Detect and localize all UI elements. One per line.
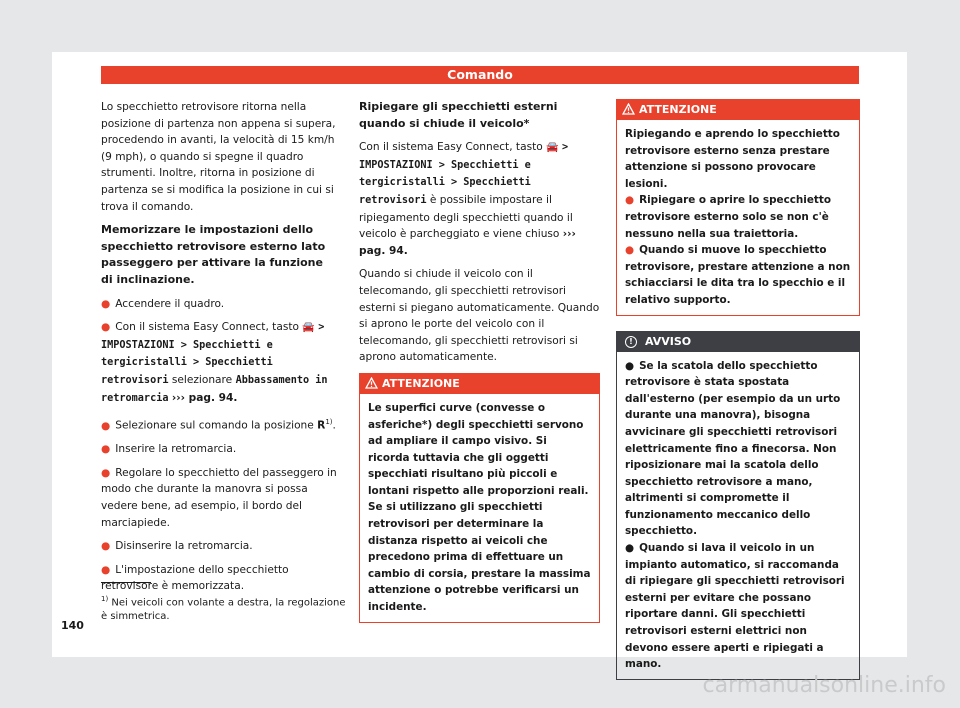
warning-bullet: ● Quando si muove lo specchietto retrovisore, prestare attenzione a non schiacciarsi le dita tra lo specchio e il relativo supporto.	[625, 244, 851, 306]
page-number: 140	[61, 619, 84, 632]
note-box	[616, 331, 860, 680]
column-left	[101, 99, 338, 602]
warning-box	[616, 99, 860, 316]
memorize-heading: Memorizzare le impostazioni dello specchietto retrovisore esterno lato passeggero per attivare la funzione di inclinazione.	[101, 223, 326, 286]
fold-paragraph: Con il sistema Easy Connect, tasto 🚘 > IMPOSTAZIONI > Specchietti e tergicristalli > Specchietti retrovisori è possibile impostare il ripiegamento degli specchietti quando il veicolo è parcheggiato e viene chiuso ››› pag. 94.	[359, 141, 576, 257]
warning-title: ATTENZIONE	[360, 374, 599, 394]
intro-paragraph: Lo specchietto retrovisore ritorna nella posizione di partenza non appena si supera, procedendo in avanti, la velocità di 15 km/h (9 mph), o quando si spegne il quadro strumenti. Inoltre, ritorna in posizione di partenza se si modifica la posizione in cui si trova il comando.	[101, 101, 336, 213]
warning-triangle-icon	[622, 103, 635, 115]
fold-heading: Ripiegare gli specchietti esterni quando si chiude il veicolo*	[359, 100, 558, 130]
bullet-icon: ●	[625, 244, 635, 257]
section-header: Comando	[101, 66, 859, 84]
warning-box	[359, 373, 600, 623]
remote-paragraph: Quando si chiude il veicolo con il telecomando, gli specchietti retrovisori esterni si piegano automaticamente. Quando si aprono le porte del veicolo con il telecomando, gli specchietti retrovisori si aprono automaticamente.	[359, 268, 600, 364]
note-body	[617, 352, 859, 679]
bullet-icon: ●	[625, 359, 635, 372]
bullet-icon: ●	[625, 194, 635, 207]
step-item: ● Inserire la retromarcia.	[101, 443, 237, 456]
step-item: ● Con il sistema Easy Connect, tasto 🚘 > IMPOSTAZIONI > Specchietti e tergicristalli > Specchietti retrovisori selezionare Abbassamento in retromarcia ››› pag. 94.	[101, 321, 328, 404]
note-bullet: ● Quando si lava il veicolo in un impianto automatico, si raccomanda di ripiegare gli specchietti retrovisori esterni per evitare che possano riportare danni. Gli specchietti retrovisori esterni elettrici non devono essere aperti e ripiegati a mano.	[625, 542, 845, 671]
step-item: ● Regolare lo specchietto del passeggero in modo che durante la manovra si possa vedere bene, ad esempio, il bordo del marciapiede.	[101, 466, 337, 529]
column-right	[616, 99, 860, 680]
page-reference-link[interactable]: ››› pag. 94.	[359, 228, 576, 257]
watermark: carmanualsonline.info	[702, 673, 946, 698]
warning-bullet: ● Ripiegare o aprire lo specchietto retrovisore esterno solo se non c'è nessuno nella sua traiettoria.	[625, 194, 831, 240]
step-item: ● Disinserire la retromarcia.	[101, 540, 253, 553]
warning-body: Le superfici curve (convesse o asferiche*) degli specchietti servono ad ampliare il campo visivo. Si ricorda tuttavia che gli oggetti specchiati risultano più piccoli e lontani rispetto alle proporzioni reali. Se si utilizzano gli specchietti retrovisori per determinare la distanza rispetto ai veicoli che precedono prima di effettuare un cambio di corsia, prestare la massima attenzione o potrebbe verificarsi un incidente.	[368, 401, 591, 614]
step-item: ● L'impostazione dello specchietto retrovisore è memorizzata.	[101, 563, 289, 593]
footnote-marker: 1)	[325, 418, 333, 427]
bullet-icon: ●	[101, 297, 111, 310]
step-item: ● Accendere il quadro.	[101, 297, 225, 310]
warning-title: ATTENZIONE	[617, 100, 859, 120]
car-icon: 🚘	[546, 142, 559, 154]
step-item: ● Selezionare sul comando la posizione $R^{1)}$.	[101, 418, 336, 432]
note-title: ! AVVISO	[617, 332, 859, 352]
info-icon: !	[625, 336, 637, 348]
note-bullet: ● Se la scatola dello specchietto retrovisore è stata spostata dall'esterno (per esempio da un urto durante una manovra), bisogna avvicinare gli specchietti retrovisori elettricamente fino a finecorsa. Non riposizionare mai la scatola dello specchietto retrovisore a mano, altrimenti si compromette il funzionamento meccanico dello specchietto.	[625, 359, 841, 538]
bullet-icon: ●	[101, 321, 111, 334]
bullet-icon: ●	[625, 542, 635, 555]
bullet-icon: ●	[101, 466, 111, 479]
column-middle	[359, 99, 600, 623]
bullet-icon: ●	[101, 443, 111, 456]
warning-body: Ripiegando e aprendo lo specchietto retrovisore esterno senza prestare attenzione si possono provocare lesioni. ● Ripiegare o aprire lo specchietto retrovisore esterno solo se non c'è nessuno nella sua traiettoria. ● Quando si muove lo specchietto retrovisore, prestare attenzione a non schiacciarsi le dita tra lo specchio e il relativo supporto.	[617, 120, 859, 315]
car-icon: 🚘	[302, 322, 315, 334]
bullet-icon: ●	[101, 540, 111, 553]
bullet-icon: ●	[101, 563, 111, 576]
footnote-divider	[101, 582, 151, 583]
warning-triangle-icon	[365, 377, 378, 389]
footnote: $^{1)}$ Nei veicoli con volante a destra, la regolazione è simmetrica.	[101, 595, 346, 623]
bullet-icon: ●	[101, 419, 111, 432]
page-reference-link[interactable]: ››› pag. 94.	[171, 391, 238, 404]
